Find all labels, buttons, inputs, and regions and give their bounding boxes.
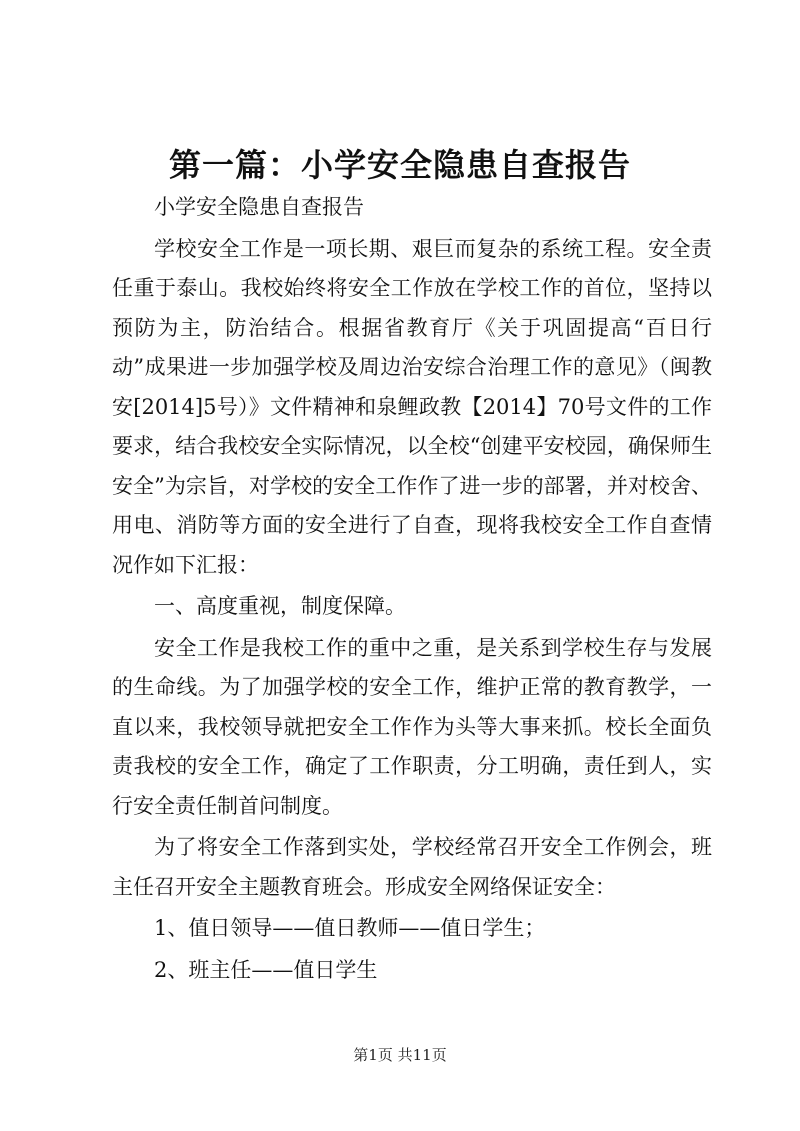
list-item-duty-chain: 1、值日领导——值日教师——值日学生； [154,916,546,940]
paragraph-meetings: 为了将安全工作落到实处，学校经常召开安全工作例会，班主任召开安全主题教育班会。形成安全网络保证安全： [112,835,712,899]
paragraph-subtitle: 小学安全隐患自查报告 [154,195,364,219]
paragraph-importance: 安全工作是我校工作的重中之重，是关系到学校生存与发展的生命线。为了加强学校的安全工作，维护正常的教育教学，一直以来，我校领导就把安全工作作为头等大事来抓。校长全面负责我校的安全工作，确定了工作职责，分工明确，责任到人，实行安全责任制首问制度。 [112,635,712,818]
paragraph-intro: 学校安全工作是一项长期、艰巨而复杂的系统工程。安全责任重于泰山。我校始终将安全工作放在学校工作的首位，坚持以预防为主，防治结合。根据省教育厅《关于巩固提高“百日行动”成果进一步加强学校及周边治安综合治理工作的意见》（闽教安[2014]5号）》文件精神和泉鲤政教【2014】70号文件的工作要求，结合我校安全实际情况，以全校“创建平安校园，确保师生安全”为宗旨，对学校的安全工作作了进一步的部署，并对校舍、用电、消防等方面的安全进行了自查，现将我校安全工作自查情况作如下汇报： [112,236,712,577]
document-title: 第一篇：小学安全隐患自查报告 [168,146,631,184]
list-item-class-chain: 2、班主任——值日学生 [154,957,378,982]
paragraph-section-heading: 一、高度重视，制度保障。 [154,594,406,618]
document-body [112,188,712,992]
page-number-footer: 第1页 共11页 [353,1046,447,1064]
